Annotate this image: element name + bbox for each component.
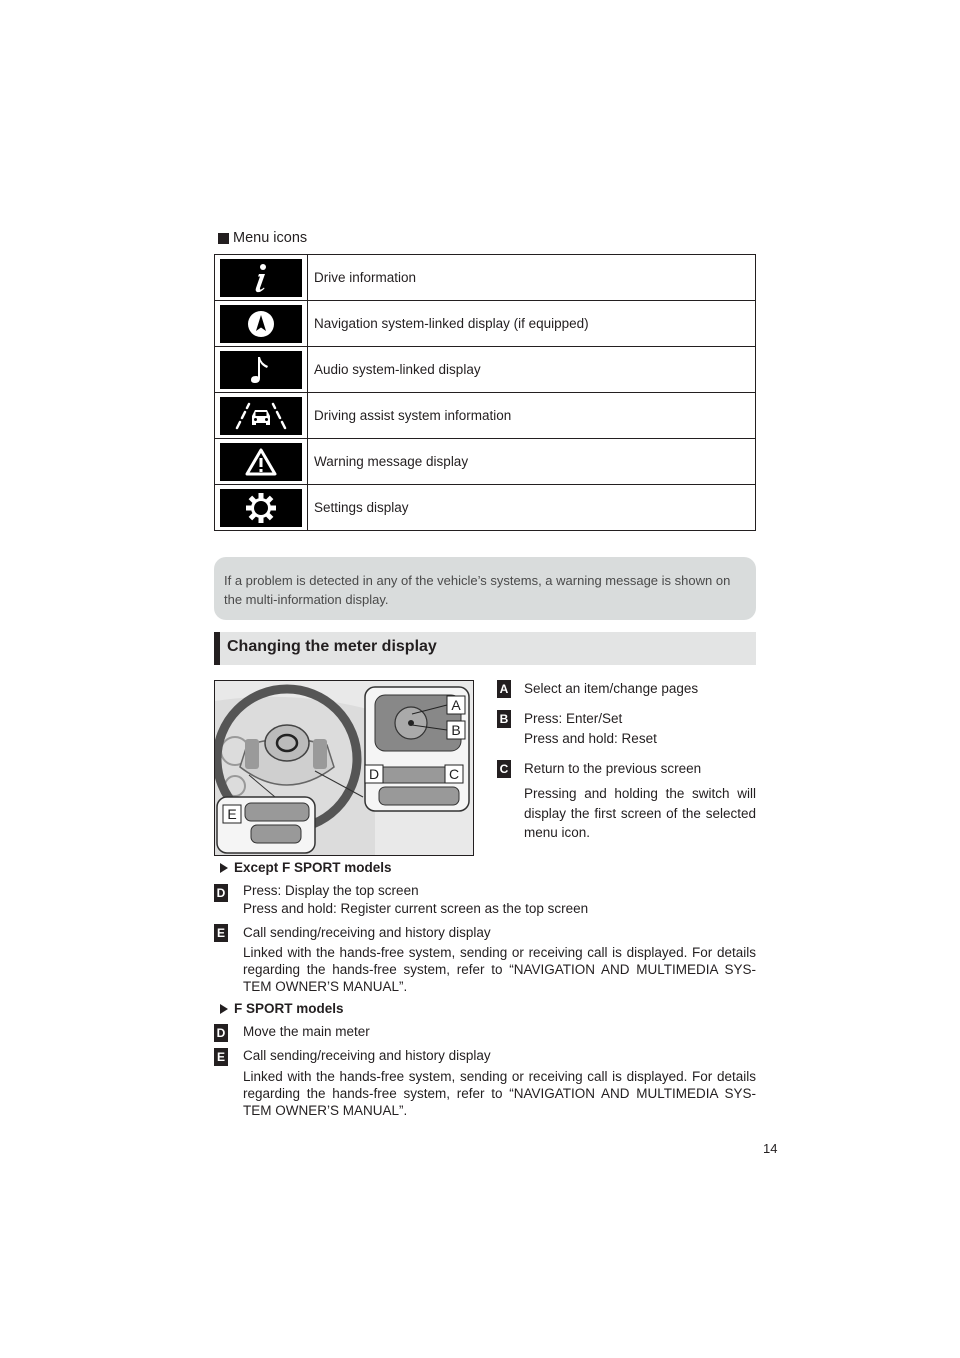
badge-e: E — [214, 1048, 228, 1066]
square-bullet-icon — [218, 233, 229, 244]
info-i-icon — [220, 259, 302, 297]
except-d-line1: Press: Display the top screen — [243, 883, 419, 898]
badge-a: A — [497, 680, 511, 698]
list-item: Drive information — [308, 255, 756, 301]
table-row — [215, 301, 756, 347]
item-b-line1: Press: Enter/Set — [524, 711, 623, 726]
table-row — [215, 485, 756, 531]
item-c-detail: Pressing and holding the switch will display the first screen of the selected menu icon. — [524, 786, 756, 840]
list-item: Driving assist system information — [308, 393, 756, 439]
badge-d: D — [214, 1024, 228, 1042]
list-item: Audio system-linked display — [308, 347, 756, 393]
item-c-text: Return to the previous screen — [524, 761, 702, 776]
except-e-line1: Call sending/receiving and history display — [243, 925, 491, 940]
triangle-bullet-icon — [220, 863, 228, 873]
steering-switch-illustration — [214, 680, 474, 856]
item-a-text: Select an item/change pages — [524, 681, 699, 696]
list-item: Warning message display — [308, 439, 756, 485]
car-lanes-icon — [220, 397, 302, 435]
except-d-line2: Press and hold: Register current screen as the top screen — [243, 901, 589, 916]
fsport-e-detail: Linked with the hands-free system, sending or receiving call is displayed. For details regarding the hands-free system, refer to “NAVIGATION AND MULTIMEDIA SYS-TEM OWNER’S MANUAL”. — [243, 1069, 756, 1118]
callout-a: A — [451, 697, 461, 713]
table-row — [215, 393, 756, 439]
item-b-line2: Press and hold: Reset — [524, 731, 657, 746]
fsport-heading: F SPORT models — [220, 1001, 344, 1016]
table-row — [215, 439, 756, 485]
except-fsport-heading: Except F SPORT models — [220, 860, 392, 875]
table-row — [215, 347, 756, 393]
table-row — [215, 255, 756, 301]
badge-e: E — [214, 924, 228, 942]
page-number: 14 — [763, 1141, 778, 1156]
gear-icon — [220, 489, 302, 527]
music-note-icon — [220, 351, 302, 389]
navigation-icon — [220, 305, 302, 343]
callout-d: D — [368, 766, 380, 782]
badge-d: D — [214, 884, 228, 902]
triangle-bullet-icon — [220, 1004, 228, 1014]
badge-b: B — [497, 710, 511, 728]
badge-c: C — [497, 760, 511, 778]
callout-c: C — [448, 766, 460, 782]
fsport-e-line1: Call sending/receiving and history display — [243, 1048, 491, 1063]
section-title-bar — [214, 632, 756, 665]
menu-icons-heading: Menu icons — [218, 230, 307, 246]
list-item: Settings display — [308, 485, 756, 531]
info-note: If a problem is detected in any of the vehicle’s systems, a warning message is shown on the multi-information display. — [214, 557, 756, 620]
fsport-d-line1: Move the main meter — [243, 1024, 370, 1039]
callout-b: B — [451, 722, 461, 738]
callout-e: E — [227, 806, 237, 822]
section-title: Changing the meter display — [227, 638, 437, 655]
except-e-detail: Linked with the hands-free system, sending or receiving call is displayed. For details regarding the hands-free system, refer to “NAVIGATION AND MULTIMEDIA SYS-TEM OWNER’S MANUAL”. — [243, 945, 756, 994]
warning-triangle-icon — [220, 443, 302, 481]
list-item: Navigation system-linked display (if equipped) — [308, 301, 756, 347]
menu-icons-table — [214, 254, 756, 531]
